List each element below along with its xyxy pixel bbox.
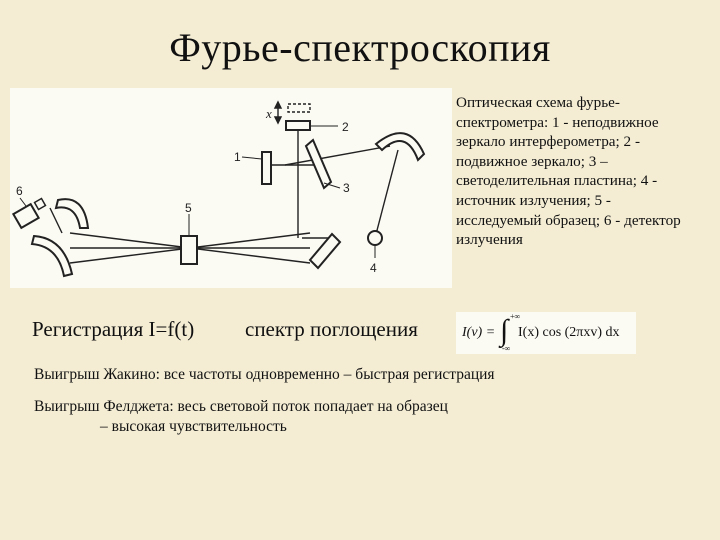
- moving-mirror-2: [286, 121, 310, 130]
- beam-lower-diag-3: [190, 233, 310, 248]
- mirror-lower-right: [310, 234, 340, 268]
- moving-mirror-dashed: [288, 104, 310, 112]
- beamsplitter-3: [306, 140, 331, 188]
- formula-lower-limit: -∞: [502, 344, 511, 353]
- label-4: 4: [370, 261, 377, 275]
- formula-upper-limit: +∞: [510, 312, 521, 321]
- fellgett-advantage-cont: – высокая чувствительность: [100, 418, 287, 435]
- beam-lower-diag-2: [70, 248, 190, 263]
- fixed-mirror-1: [262, 152, 271, 184]
- integral-sign: ∫: [500, 314, 509, 347]
- fellgett-advantage: Выигрыш Фелджета: весь световой поток попадает на образец: [34, 398, 448, 415]
- beam-to-source: [375, 150, 398, 238]
- beam-left-vertical: [50, 208, 62, 233]
- detector-6: [13, 204, 38, 228]
- label-x: x: [266, 106, 272, 121]
- label-3: 3: [343, 181, 350, 195]
- sample-5: [181, 236, 197, 264]
- curved-mirror-left-bottom: [32, 236, 72, 276]
- absorption-spectrum-text: спектр поглощения: [245, 317, 418, 341]
- source-4: [368, 231, 382, 245]
- figure-caption: Оптическая схема фурье-спектрометра: 1 - неподвижное зеркало интерферометра; 2 - подвижное зеркало; 3 – светоделительная пластина; 4 - источник излучения; 5 - исследуемый образец; 6 - детектор излучения: [456, 94, 681, 249]
- curved-mirror-top-right: [376, 133, 424, 160]
- beam-top: [285, 146, 390, 165]
- jacquinot-advantage: Выигрыш Жакино: все частоты одновременно – быстрая регистрация: [34, 366, 495, 383]
- beam-lower-diag-1: [70, 233, 190, 248]
- beam-lower-diag-4: [190, 248, 310, 263]
- label-6: 6: [16, 184, 23, 198]
- formula-lhs: I(v) =: [462, 325, 496, 340]
- formula-rhs: I(x) cos (2πxv) dx: [518, 325, 620, 340]
- label-1: 1: [234, 150, 241, 164]
- optical-scheme-figure: [10, 88, 452, 288]
- registration-text: Регистрация I=f(t): [32, 317, 195, 341]
- page-title: Фурье-спектроскопия: [169, 25, 551, 70]
- curved-mirror-left-top: [56, 199, 88, 228]
- label-5: 5: [185, 201, 192, 215]
- fourier-formula: [456, 312, 636, 354]
- label-2: 2: [342, 120, 349, 134]
